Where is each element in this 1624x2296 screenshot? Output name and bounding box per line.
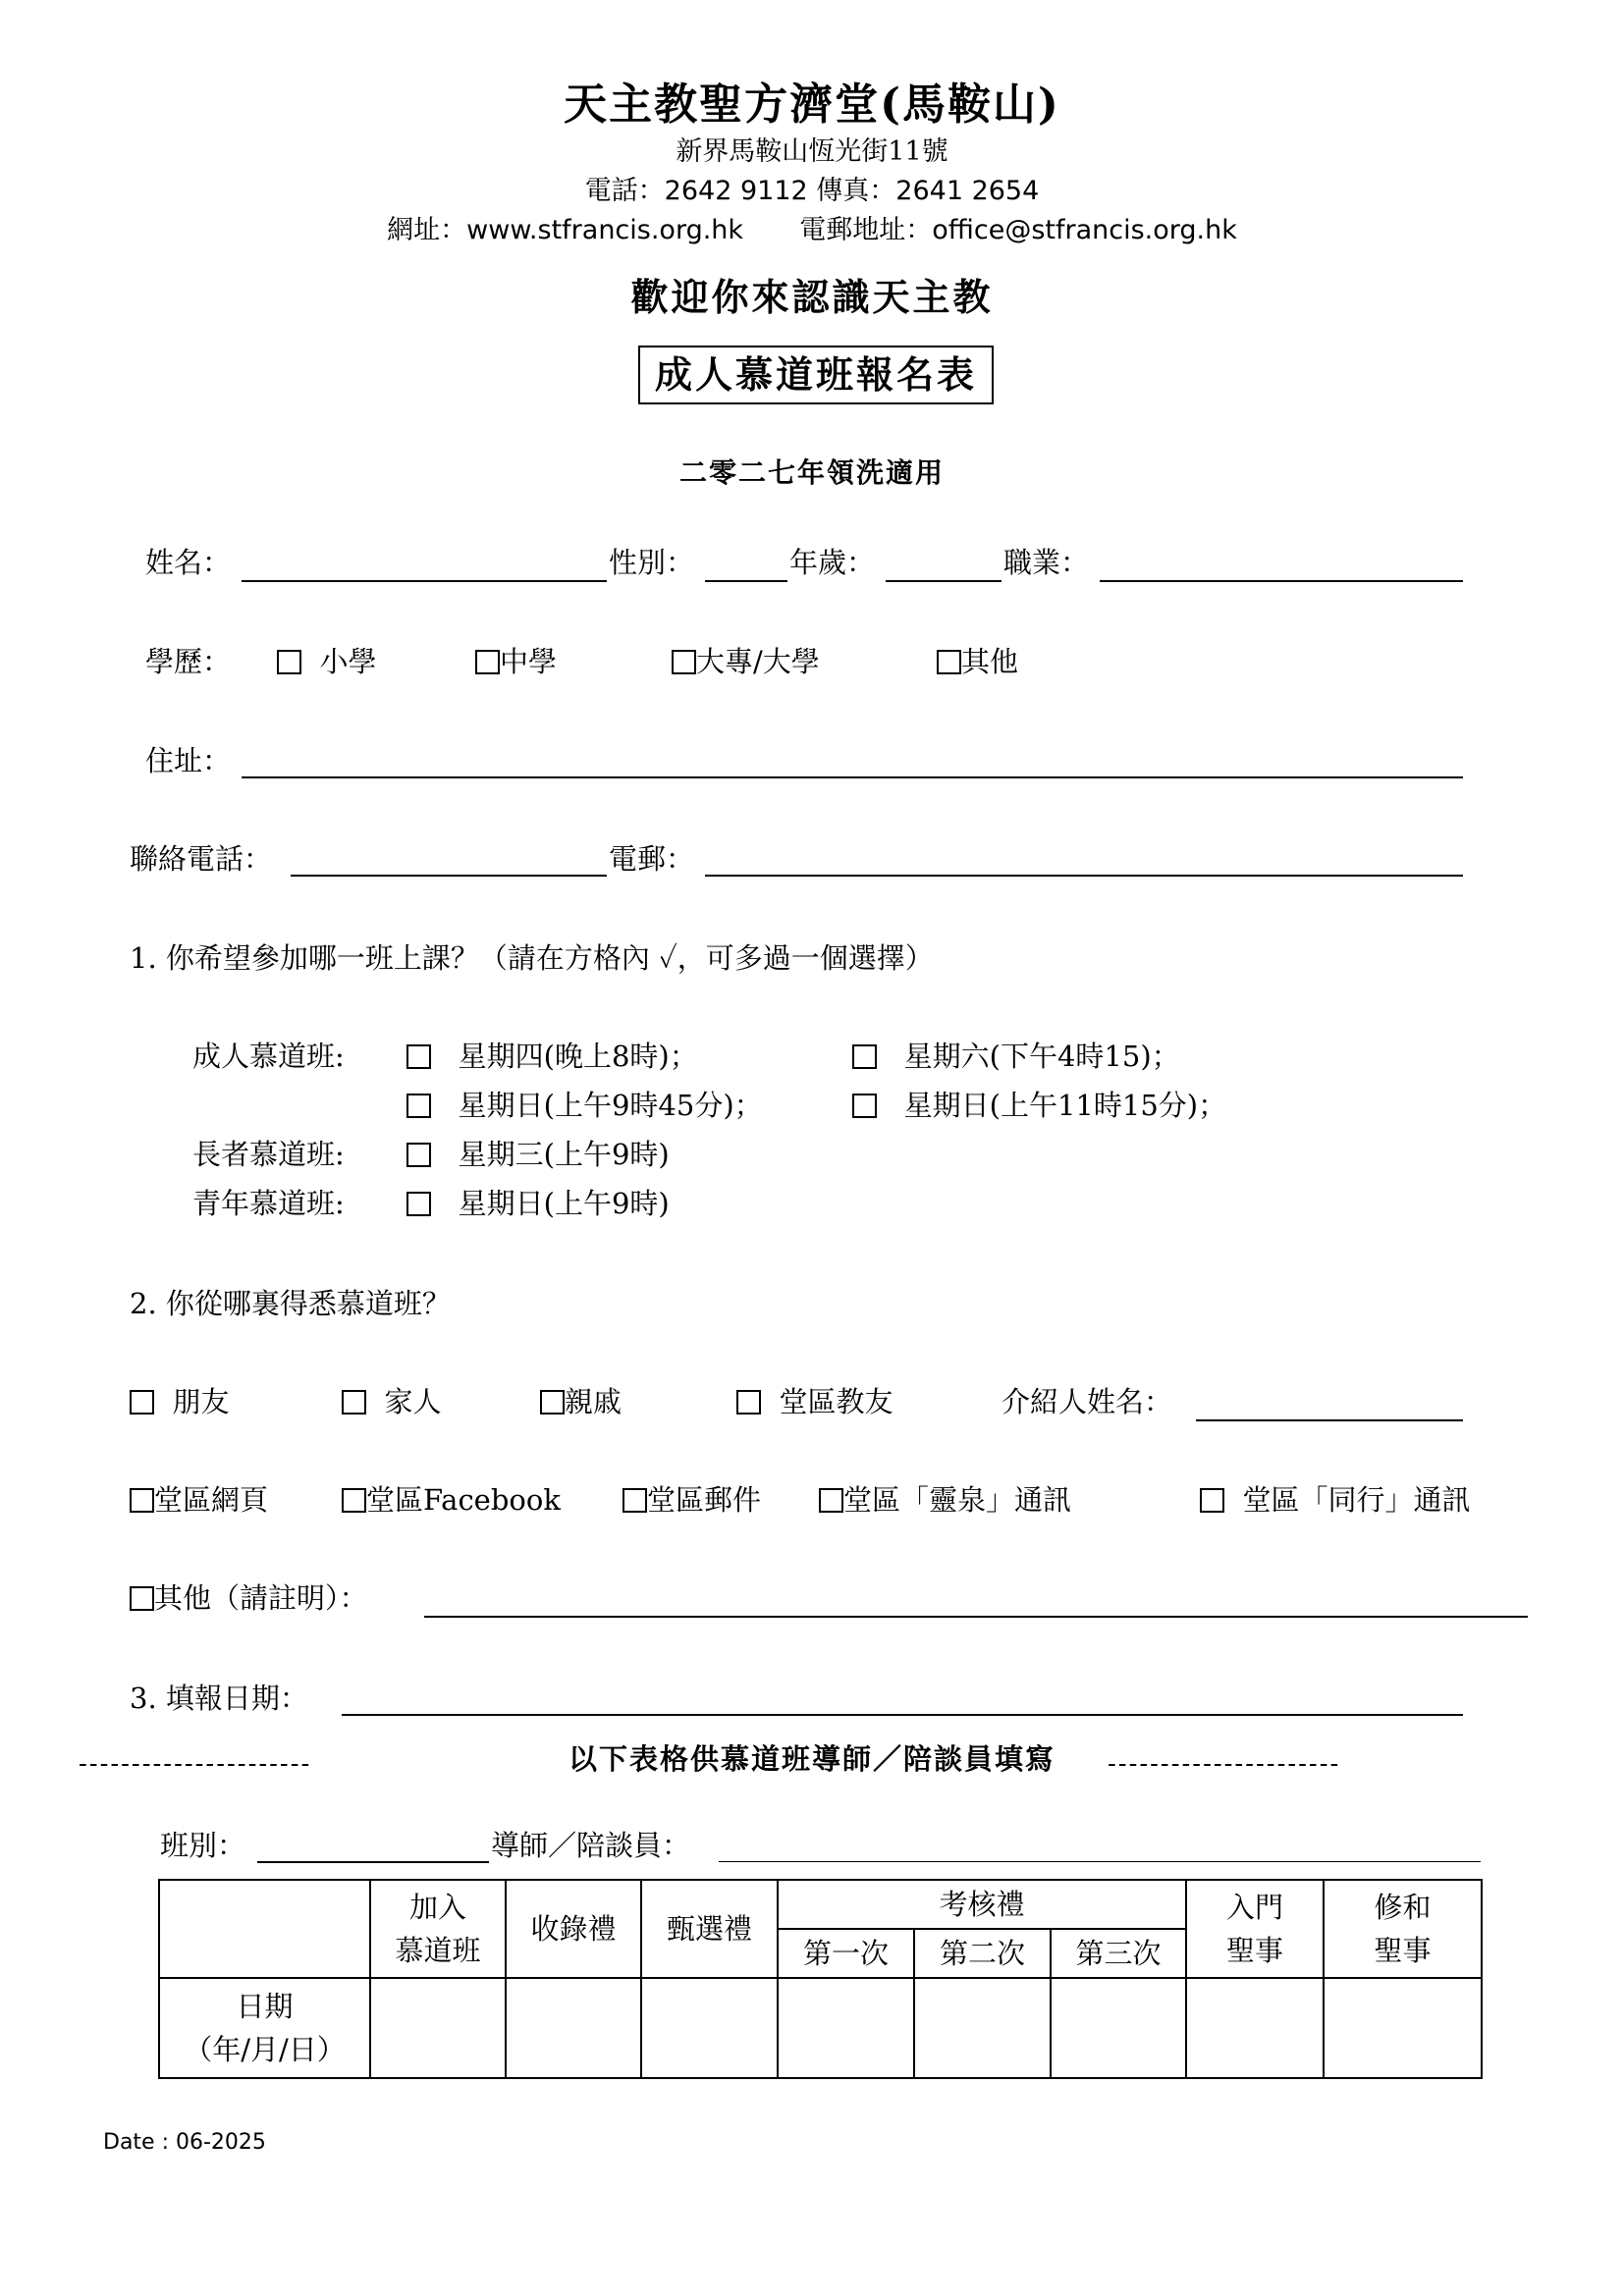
footer-date: Date : 06-2025 (103, 2130, 266, 2155)
youth-class-label: 青年慕道班: (192, 1187, 345, 1220)
col-enrollment-rite: 收錄禮 (506, 1880, 641, 1978)
divider-left: ---------------------- (79, 1749, 312, 1779)
church-name: 天主教聖方濟堂(馬鞍山) (564, 80, 1060, 130)
web-label: 網址： (387, 215, 467, 245)
name-field[interactable] (242, 580, 607, 582)
source-parishioner[interactable]: 堂區教友 (736, 1384, 893, 1419)
checkbox[interactable] (406, 1143, 431, 1167)
email-label: 電郵地址： (799, 215, 933, 245)
cell-date-scrutiny-2[interactable] (914, 1978, 1051, 2078)
cell-date-elect[interactable] (641, 1978, 778, 2078)
checkbox[interactable] (1200, 1488, 1224, 1513)
checkbox[interactable] (342, 1390, 366, 1415)
checkbox[interactable] (540, 1390, 565, 1415)
phone-field[interactable] (291, 875, 607, 877)
source-other-field[interactable] (424, 1616, 1528, 1618)
edu-option-primary[interactable]: 小學 (277, 644, 376, 679)
checkbox[interactable] (819, 1488, 843, 1513)
education-label: 學歷： (145, 645, 232, 678)
address-field[interactable] (242, 776, 1463, 778)
q3-label: 3. 填報日期： (130, 1682, 308, 1715)
source-friend[interactable]: 朋友 (130, 1384, 229, 1419)
class-field[interactable] (257, 1861, 489, 1863)
checkbox[interactable] (277, 650, 301, 674)
edu-option-tertiary[interactable]: 大專/大學 (672, 644, 820, 679)
q1-label: 1. 你希望參加哪一班上課？（請在方格內 ✓，可多過一個選擇） (130, 941, 934, 975)
source-mail[interactable]: 堂區郵件 (623, 1482, 761, 1518)
checkbox[interactable] (130, 1390, 154, 1415)
cell-date-scrutiny-3[interactable] (1051, 1978, 1186, 2078)
col-election-rite: 甄選禮 (641, 1880, 778, 1978)
cell-date-scrutiny-1[interactable] (778, 1978, 914, 2078)
checkbox[interactable] (130, 1586, 154, 1611)
tel-fax: 電話：2642 9112 傳真：2641 2654 (584, 176, 1040, 206)
class-label: 班別： (160, 1829, 246, 1862)
adult-option-thu[interactable]: 星期四(晚上8時)； (406, 1039, 698, 1074)
gender-label: 性別： (609, 546, 695, 579)
occupation-field[interactable] (1100, 580, 1463, 582)
gender-field[interactable] (705, 580, 787, 582)
checkbox[interactable] (623, 1488, 647, 1513)
name-label: 姓名： (145, 546, 232, 579)
checkbox[interactable] (342, 1488, 366, 1513)
cell-date-initiation[interactable] (1186, 1978, 1324, 2078)
report-date-field[interactable] (342, 1714, 1463, 1716)
checkbox[interactable] (475, 650, 500, 674)
age-field[interactable] (886, 580, 1001, 582)
welcome-heading: 歡迎你來認識天主教 (630, 275, 994, 319)
phone-label: 聯絡電話： (130, 842, 273, 876)
adult-class-label: 成人慕道班: (192, 1040, 345, 1073)
table-corner-cell (159, 1880, 370, 1978)
checkbox[interactable] (852, 1044, 877, 1069)
checkbox[interactable] (672, 650, 696, 674)
referrer-label: 介紹人姓名： (1001, 1385, 1173, 1418)
col-scrutiny-second: 第二次 (914, 1929, 1051, 1978)
source-other[interactable]: 其他（請註明）： (130, 1580, 368, 1616)
col-initiation-sacraments: 入門 聖事 (1186, 1880, 1324, 1978)
youth-option-sun[interactable]: 星期日(上午9時) (406, 1186, 670, 1221)
church-address: 新界馬鞍山恆光街11號 (676, 136, 948, 167)
col-scrutiny-third: 第三次 (1051, 1929, 1186, 1978)
record-table (158, 1879, 1483, 2079)
cell-date-reconciliation[interactable] (1324, 1978, 1482, 2078)
source-family[interactable]: 家人 (342, 1384, 441, 1419)
checkbox[interactable] (130, 1488, 154, 1513)
source-facebook[interactable]: 堂區Facebook (342, 1482, 561, 1518)
col-scrutiny-first: 第一次 (778, 1929, 914, 1978)
source-spring-newsletter[interactable]: 堂區「靈泉」通訊 (819, 1482, 1071, 1518)
referrer-field[interactable] (1196, 1419, 1463, 1421)
email-link[interactable]: office@stfrancis.org.hk (932, 215, 1237, 245)
applicable-year: 二零二七年領洗適用 (678, 456, 945, 489)
age-label: 年歲： (789, 546, 876, 579)
source-webpage[interactable]: 堂區網頁 (130, 1482, 268, 1518)
divider-right: ---------------------- (1108, 1749, 1341, 1779)
elder-class-label: 長者慕道班: (192, 1138, 345, 1171)
checkbox[interactable] (937, 650, 961, 674)
adult-option-sun-1115[interactable]: 星期日(上午11時15分)； (852, 1088, 1226, 1123)
source-relative[interactable]: 親戚 (540, 1384, 622, 1419)
staff-section-title: 以下表格供慕道班導師／陪談員填寫 (568, 1742, 1056, 1776)
adult-option-sat[interactable]: 星期六(下午4時15)； (852, 1039, 1180, 1074)
col-reconciliation: 修和 聖事 (1324, 1880, 1482, 1978)
edu-option-other[interactable]: 其他 (937, 644, 1018, 679)
col-scrutiny-rite: 考核禮 (778, 1880, 1186, 1929)
adult-option-sun-945[interactable]: 星期日(上午9時45分)； (406, 1088, 763, 1123)
row-date-label: 日期 （年/月/日） (159, 1978, 370, 2078)
form-title: 成人慕道班報名表 (638, 346, 994, 404)
checkbox[interactable] (406, 1044, 431, 1069)
col-join-class: 加入 慕道班 (370, 1880, 506, 1978)
tutor-field[interactable] (719, 1861, 1481, 1862)
cell-date-join[interactable] (370, 1978, 506, 2078)
checkbox[interactable] (406, 1192, 431, 1216)
occupation-label: 職業： (1003, 546, 1090, 579)
cell-date-enroll[interactable] (506, 1978, 641, 2078)
elder-option-wed[interactable]: 星期三(上午9時) (406, 1137, 670, 1172)
email-field[interactable] (705, 875, 1463, 877)
checkbox[interactable] (736, 1390, 761, 1415)
address-label: 住址： (145, 744, 232, 777)
web-link[interactable]: www.stfrancis.org.hk (466, 215, 744, 245)
q2-label: 2. 你從哪裏得悉慕道班？ (130, 1287, 451, 1320)
checkbox[interactable] (406, 1094, 431, 1118)
source-together-newsletter[interactable]: 堂區「同行」通訊 (1200, 1482, 1470, 1518)
contact-line (0, 208, 1624, 246)
edu-option-secondary[interactable]: 中學 (475, 644, 557, 679)
checkbox[interactable] (852, 1094, 877, 1118)
email-label-field: 電郵： (609, 842, 695, 876)
tutor-label: 導師／陪談員： (491, 1829, 691, 1862)
